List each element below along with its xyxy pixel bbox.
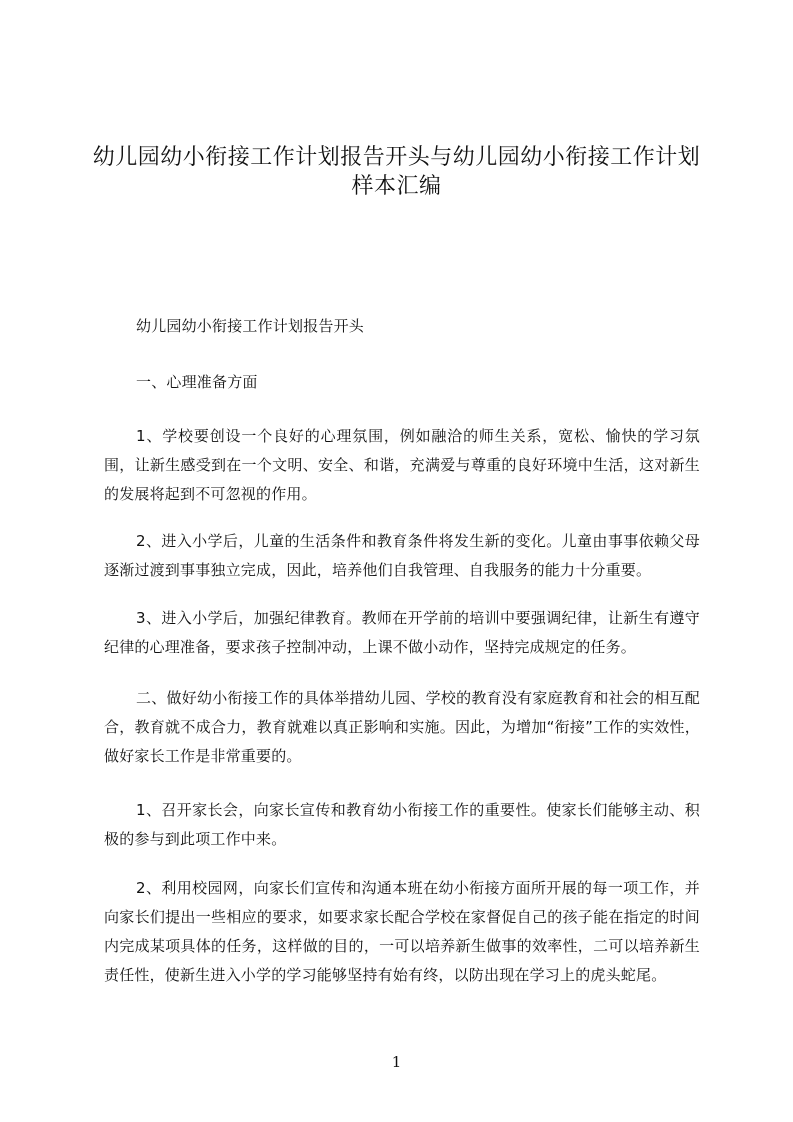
paragraph-item-2-campus-network: 2、利用校园网，向家长们宣传和沟通本班在幼小衔接方面所开展的每一项工作，并向家长们提出一些相应的要求，如要求家长配合学校在家督促自己的孩子能在指定的时间内完成某项具体的任务，这样做的目的，一可以培养新生做事的效率性，二可以培养新生责任性，使新生进入小学的学习能够坚持有始有终，以防出现在学习上的虎头蛇尾。 <box>104 879 700 984</box>
paragraph-item-1-atmosphere: 1、学校要创设一个良好的心理氛围，例如融洽的师生关系，宽松、愉快的学习氛围，让新生感受到在一个文明、安全、和谐，充满爱与尊重的良好环境中生活，这对新生的发展将起到不可忽视的作用。 <box>104 427 700 503</box>
section-heading-report-opening: 幼儿园幼小衔接工作计划报告开头 <box>136 317 365 335</box>
document-title: 幼儿园幼小衔接工作计划报告开头与幼儿园幼小衔接工作计划样本汇编 <box>92 145 701 199</box>
page-number: 1 <box>391 1053 402 1071</box>
paragraph-item-1-parent-meeting: 1、召开家长会，向家长宣传和教育幼小衔接工作的重要性。使家长们能够主动、积极的参与到此项工作中来。 <box>104 801 700 848</box>
paragraph-item-2-independence: 2、进入小学后，儿童的生活条件和教育条件将发生新的变化。儿童由事事依赖父母逐渐过渡到事事独立完成，因此，培养他们自我管理、自我服务的能力十分重要。 <box>104 532 700 579</box>
section-heading-psychological-preparation: 一、心理准备方面 <box>136 373 258 391</box>
paragraph-item-3-discipline: 3、进入小学后，加强纪律教育。教师在开学前的培训中要强调纪律，让新生有遵守纪律的心理准备，要求孩子控制冲动，上课不做小动作，坚持完成规定的任务。 <box>104 609 700 656</box>
section-heading-specific-measures: 二、做好幼小衔接工作的具体举措幼儿园、学校的教育没有家庭教育和社会的相互配合，教育就不成合力，教育就难以真正影响和实施。因此，为增加“衔接”工作的实效性，做好家长工作是非常重要的。 <box>104 689 700 765</box>
